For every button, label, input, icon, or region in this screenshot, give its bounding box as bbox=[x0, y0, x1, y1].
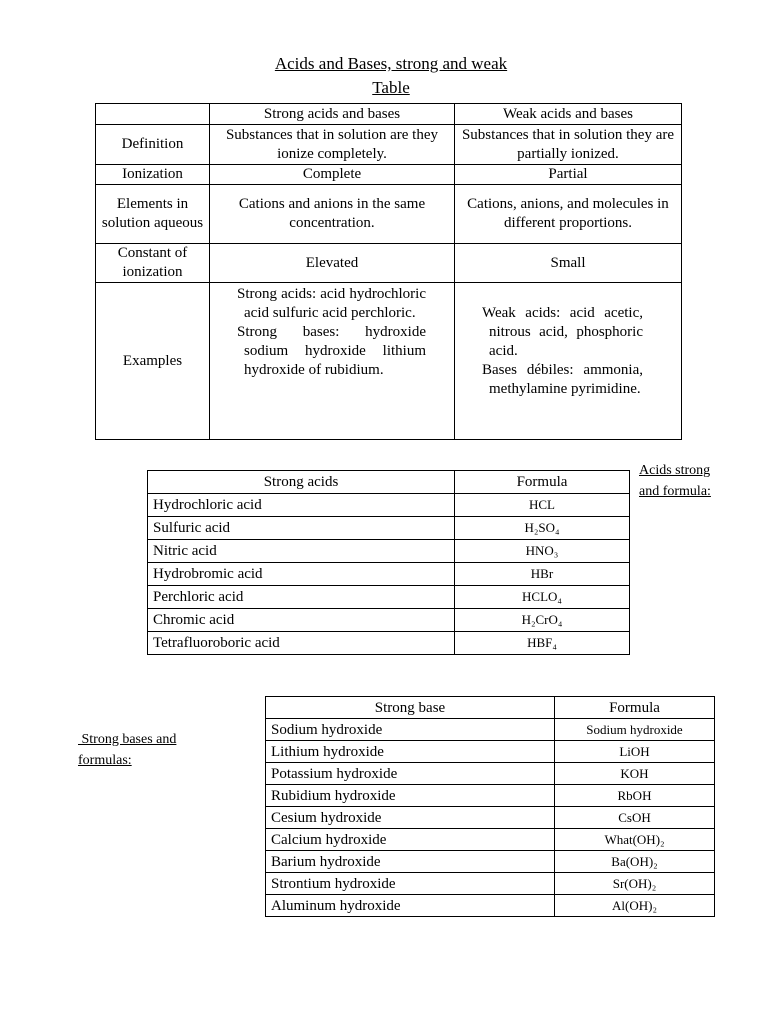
acids-header-name: Strong acids bbox=[148, 471, 455, 494]
compound-formula: H₂CrO₄ bbox=[455, 609, 630, 632]
comparison-table bbox=[95, 103, 682, 440]
definition-strong: Substances that in solution are they ionize completely. bbox=[210, 125, 455, 165]
compound-name: Tetrafluoroboric acid bbox=[148, 632, 455, 655]
table-row bbox=[148, 609, 630, 632]
header-weak: Weak acids and bases bbox=[455, 104, 682, 125]
strong-acids-table bbox=[147, 470, 630, 655]
table-row bbox=[148, 540, 630, 563]
examples-weak bbox=[455, 283, 682, 440]
compound-formula: H₂SO₄ bbox=[455, 517, 630, 540]
table-row bbox=[266, 785, 715, 807]
document-title: Acids and Bases, strong and weak bbox=[274, 54, 508, 73]
header-strong: Strong acids and bases bbox=[210, 104, 455, 125]
compound-formula: HCL bbox=[455, 494, 630, 517]
compound-name: Sulfuric acid bbox=[148, 517, 455, 540]
bases-caption: Strong bases and formulas: bbox=[78, 732, 177, 768]
bases-header-name: Strong base bbox=[266, 697, 555, 719]
table-row bbox=[148, 517, 630, 540]
table-row bbox=[266, 741, 715, 763]
compound-formula: Sr(OH)₂ bbox=[555, 873, 715, 895]
acids-table-body bbox=[148, 494, 630, 655]
compound-formula: HBr bbox=[455, 563, 630, 586]
constant-weak: Small bbox=[455, 244, 682, 283]
table-row bbox=[266, 719, 715, 741]
elements-weak: Cations, anions, and molecules in different proportions. bbox=[455, 185, 682, 244]
compound-name: Lithium hydroxide bbox=[266, 741, 555, 763]
table-row bbox=[266, 851, 715, 873]
elements-strong: Cations and anions in the same concentration. bbox=[210, 185, 455, 244]
example-strong-bases: Strong bases: hydroxide sodium hydroxide lithium hydroxide of rubidium. bbox=[237, 324, 426, 378]
compound-name: Nitric acid bbox=[148, 540, 455, 563]
row-label-constant: Constant of ionization bbox=[96, 244, 210, 283]
document-subtitle: Table bbox=[372, 78, 410, 97]
row-label-examples: Examples bbox=[96, 283, 210, 440]
constant-strong: Elevated bbox=[210, 244, 455, 283]
table-row bbox=[266, 763, 715, 785]
table-row bbox=[148, 632, 630, 655]
acids-caption: Acids strong and formula: bbox=[639, 463, 711, 499]
compound-formula: HNO₃ bbox=[455, 540, 630, 563]
example-weak-bases: Bases débiles: ammonia, methylamine pyrimidine. bbox=[482, 362, 643, 397]
table-row bbox=[266, 829, 715, 851]
compound-formula: Sodium hydroxide bbox=[555, 719, 715, 741]
table-row bbox=[148, 494, 630, 517]
compound-name: Strontium hydroxide bbox=[266, 873, 555, 895]
bases-table-body bbox=[266, 719, 715, 917]
compound-formula: What(OH)₂ bbox=[555, 829, 715, 851]
example-weak-acids: Weak acids: acid acetic, nitrous acid, phosphoric acid. bbox=[482, 305, 643, 359]
compound-name: Potassium hydroxide bbox=[266, 763, 555, 785]
compound-name: Sodium hydroxide bbox=[266, 719, 555, 741]
compound-name: Hydrobromic acid bbox=[148, 563, 455, 586]
compound-name: Chromic acid bbox=[148, 609, 455, 632]
ionization-strong: Complete bbox=[210, 165, 455, 185]
examples-strong bbox=[210, 283, 455, 440]
definition-weak: Substances that in solution they are partially ionized. bbox=[455, 125, 682, 165]
row-label-definition: Definition bbox=[96, 125, 210, 165]
compound-name: Cesium hydroxide bbox=[266, 807, 555, 829]
compound-formula: HCLO₄ bbox=[455, 586, 630, 609]
header-empty bbox=[96, 104, 210, 125]
compound-name: Aluminum hydroxide bbox=[266, 895, 555, 917]
bases-header-formula: Formula bbox=[555, 697, 715, 719]
compound-formula: LiOH bbox=[555, 741, 715, 763]
compound-formula: CsOH bbox=[555, 807, 715, 829]
compound-name: Perchloric acid bbox=[148, 586, 455, 609]
table-row bbox=[266, 873, 715, 895]
ionization-weak: Partial bbox=[455, 165, 682, 185]
row-label-ionization: Ionization bbox=[96, 165, 210, 185]
compound-name: Calcium hydroxide bbox=[266, 829, 555, 851]
compound-formula: Ba(OH)₂ bbox=[555, 851, 715, 873]
acids-header-formula: Formula bbox=[455, 471, 630, 494]
table-row bbox=[148, 586, 630, 609]
compound-name: Barium hydroxide bbox=[266, 851, 555, 873]
example-strong-acids: Strong acids: acid hydrochloric acid sulfuric acid perchloric. bbox=[237, 286, 426, 321]
table-row bbox=[266, 895, 715, 917]
row-label-elements: Elements in solution aqueous bbox=[96, 185, 210, 244]
compound-formula: HBF₄ bbox=[455, 632, 630, 655]
compound-name: Rubidium hydroxide bbox=[266, 785, 555, 807]
compound-formula: RbOH bbox=[555, 785, 715, 807]
table-row bbox=[266, 807, 715, 829]
strong-bases-table bbox=[265, 696, 715, 917]
compound-formula: Al(OH)₂ bbox=[555, 895, 715, 917]
table-row bbox=[148, 563, 630, 586]
compound-name: Hydrochloric acid bbox=[148, 494, 455, 517]
compound-formula: KOH bbox=[555, 763, 715, 785]
